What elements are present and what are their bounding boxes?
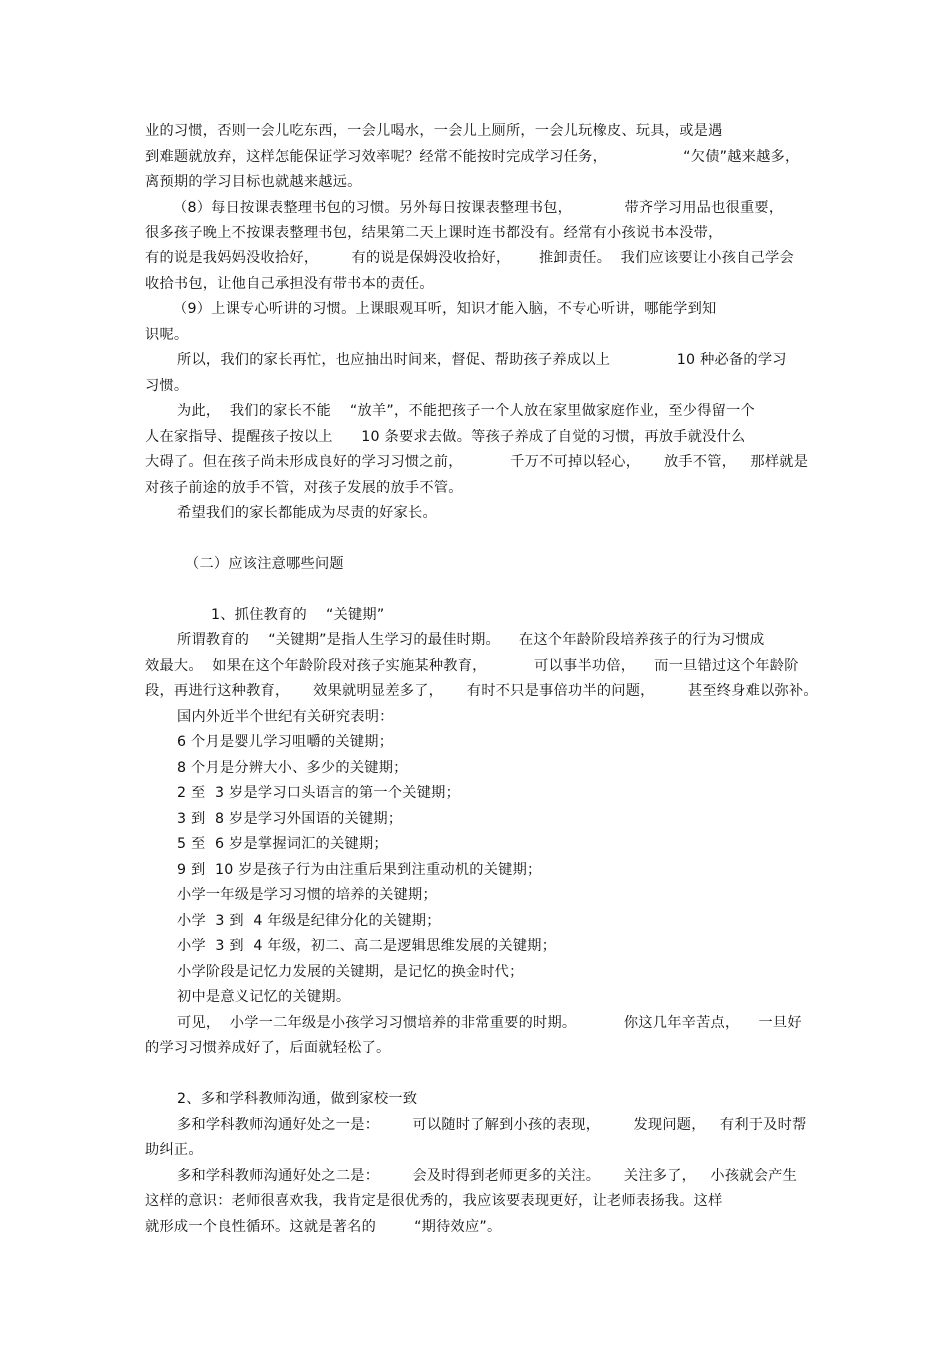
subsection-heading: 2、多和学科教师沟通，做到家校一致 — [177, 1091, 418, 1107]
list-item: 小学阶段是记忆力发展的关键期，是记忆的换金时代； — [177, 964, 524, 980]
subsection-heading: 1、抓住教育的 “关键期” — [211, 607, 385, 623]
text-line: 效最大。 如果在这个年龄阶段对孩子实施某种教育， 可以事半功倍， 而一旦错过这个年龄阶 — [145, 658, 799, 674]
list-item: 3 到 8 岁是学习外国语的关键期； — [177, 811, 403, 827]
text-line: 可见， 小学一二年级是小孩学习习惯培养的非常重要的时期。 你这几年辛苦点， 一旦好 — [177, 1015, 802, 1031]
text-line: 国内外近半个世纪有关研究表明： — [177, 709, 394, 725]
text-line: 离预期的学习目标也就越来越远。 — [145, 174, 362, 190]
list-item: 初中是意义记忆的关键期。 — [177, 989, 351, 1005]
section-heading: （二）应该注意哪些问题 — [185, 556, 344, 572]
list-item: 8 个月是分辨大小、多少的关键期； — [177, 760, 408, 776]
text-line: 收拾书包，让他自己承担没有带书本的责任。 — [145, 276, 434, 292]
list-item: 小学一年级是学习习惯的培养的关键期； — [177, 887, 437, 903]
text-line: 很多孩子晚上不按课表整理书包，结果第二天上课时连书都没有。经常有小孩说书本没带， — [145, 225, 723, 241]
list-item: 小学 3 到 4 年级，初二、高二是逻辑思维发展的关键期； — [177, 938, 557, 954]
text-line: 希望我们的家长都能成为尽责的好家长。 — [177, 505, 437, 521]
list-item: 5 至 6 岁是掌握词汇的关键期； — [177, 836, 388, 852]
list-item: 2 至 3 岁是学习口头语言的第一个关键期； — [177, 785, 461, 801]
text-line: 到难题就放弃，这样怎能保证学习效率呢？经常不能按时完成学习任务， “欠债”越来越多， — [145, 149, 800, 165]
text-line: 多和学科教师沟通好处之二是： 会及时得到老师更多的关注。 关注多了， 小孩就会产生 — [177, 1168, 798, 1184]
text-line: （9）上课专心听讲的习惯。上课眼观耳听，知识才能入脑，不专心听讲，哪能学到知 — [173, 301, 717, 317]
text-line: 这样的意识：老师很喜欢我，我肯定是很优秀的，我应该要表现更好，让老师表扬我。这样 — [145, 1193, 723, 1209]
text-line: 对孩子前途的放手不管，对孩子发展的放手不管。 — [145, 480, 463, 496]
text-line: 为此， 我们的家长不能 “放羊”，不能把孩子一个人放在家里做家庭作业，至少得留一个 — [177, 403, 755, 419]
text-line: 习惯。 — [145, 378, 189, 394]
text-line: 所以，我们的家长再忙，也应抽出时间来，督促、帮助孩子养成以上 10 种必备的学习 — [177, 352, 787, 368]
list-item: 小学 3 到 4 年级是纪律分化的关键期； — [177, 913, 441, 929]
text-line: 识呢。 — [145, 327, 189, 343]
list-item: 9 到 10 岁是孩子行为由注重后果到注重动机的关键期； — [177, 862, 542, 878]
text-line: 段，再进行这种教育， 效果就明显差多了， 有时不只是事倍功半的问题， 甚至终身难以弥补。 — [145, 683, 818, 699]
text-line: 助纠正。 — [145, 1142, 203, 1158]
list-item: 6 个月是婴儿学习咀嚼的关键期； — [177, 734, 394, 750]
text-line: 大碍了。但在孩子尚未形成良好的学习习惯之前， 千万不可掉以轻心， 放手不管， 那样就是 — [145, 454, 809, 470]
text-line: 的学习习惯养成好了，后面就轻松了。 — [145, 1040, 391, 1056]
text-line: 人在家指导、提醒孩子按以上 10 条要求去做。等孩子养成了自觉的习惯，再放手就没什么 — [145, 429, 746, 445]
text-line: （8）每日按课表整理书包的习惯。另外每日按课表整理书包， 带齐学习用品也很重要， — [173, 200, 784, 216]
text-line: 多和学科教师沟通好处之一是： 可以随时了解到小孩的表现， 发现问题， 有利于及时帮 — [177, 1117, 807, 1133]
text-line: 有的说是我妈妈没收拾好， 有的说是保姆没收拾好， 推卸责任。 我们应该要让小孩自己学会 — [145, 250, 794, 266]
text-line: 就形成一个良性循环。这就是著名的 “期待效应”。 — [145, 1219, 502, 1235]
text-line: 所谓教育的 “关键期”是指人生学习的最佳时期。 在这个年龄阶段培养孩子的行为习惯成 — [177, 632, 765, 648]
text-line: 业的习惯，否则一会儿吃东西，一会儿喝水，一会儿上厕所，一会儿玩橡皮、玩具，或是遇 — [145, 123, 723, 139]
